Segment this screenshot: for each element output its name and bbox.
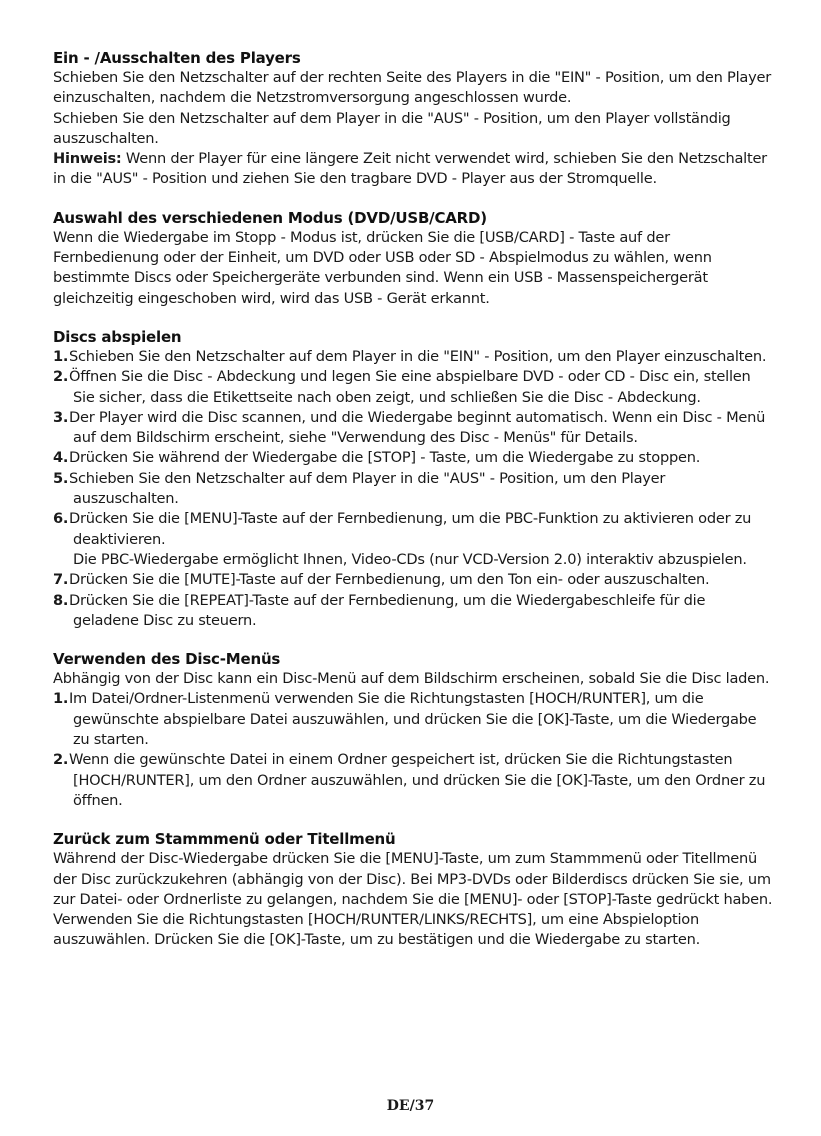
- section-play-discs: [53, 327, 773, 631]
- section-heading: Verwenden des Disc-Menüs: [53, 650, 281, 669]
- step-text: Im Datei/Ordner-Listenmenü verwenden Sie die Richtungstasten [HOCH/RUNTER], um die gewünschte abspielbare Datei auszuwählen, und drücken Sie die [OK]-Taste, um die Wiedergabe zu starten.: [69, 690, 757, 749]
- section-heading: Auswahl des verschiedenen Modus (DVD/USB/CARD): [53, 208, 487, 227]
- step-text: Drücken Sie die [MENU]-Taste auf der Fernbedienung, um die PBC-Funktion zu aktivieren oder zu deaktivieren.: [69, 510, 752, 548]
- section-heading: Discs abspielen: [53, 327, 182, 346]
- step-extra-text: Die PBC-Wiedergabe ermöglicht Ihnen, Video-CDs (nur VCD-Version 2.0) interaktiv abzuspielen.: [73, 550, 747, 568]
- note-label: Hinweis:: [53, 150, 122, 168]
- paragraph: Schieben Sie den Netzschalter auf der rechten Seite des Players in die "EIN" - Position, um den Player einzuschalten, nachdem die Netzstromversorgung angeschlossen wurde.: [53, 69, 771, 107]
- step-text: Schieben Sie den Netzschalter auf dem Player in die "EIN" - Position, um den Player einzuschalten.: [69, 347, 767, 365]
- paragraph: Schieben Sie den Netzschalter auf dem Player in die "AUS" - Position, um den Player vollständig auszuschalten.: [53, 109, 731, 147]
- step-text: Drücken Sie die [REPEAT]-Taste auf der Fernbedienung, um die Wiedergabeschleife für die geladene Disc zu steuern.: [69, 591, 706, 629]
- list-item: [53, 408, 773, 449]
- step-number: 2.: [53, 368, 69, 386]
- step-number: 4.: [53, 449, 69, 467]
- step-text: Drücken Sie während der Wiedergabe die [STOP] - Taste, um die Wiedergabe zu stoppen.: [69, 449, 701, 467]
- paragraph: Während der Disc-Wiedergabe drücken Sie die [MENU]-Taste, um zum Stammmenü oder Titellmenü der Disc zurückzukehren (abhängig von der Disc). Bei MP3-DVDs oder Bilderdiscs drücken Sie sie, um zur Datei- oder Ordnerliste zu gelangen, nachdem Sie die [MENU]- oder [STOP]-Taste gedrückt haben. Verwenden Sie die Richtungstasten [HOCH/RUNTER/LINKS/RECHTS], um eine Abspieloption auszuwählen. Drücken Sie die [OK]-Taste, um zu bestätigen und die Wiedergabe zu starten.: [53, 850, 773, 949]
- section-heading: Zurück zum Stammmenü oder Titellmenü: [53, 830, 396, 849]
- section-mode-select: [53, 208, 773, 309]
- list-item: [53, 689, 773, 750]
- step-text: Öffnen Sie die Disc - Abdeckung und legen Sie eine abspielbare DVD - oder CD - Disc ein, stellen Sie sicher, dass die Etikettseite nach oben zeigt, und schließen Sie die Disc - Abdeckung.: [69, 368, 751, 406]
- step-number: 3.: [53, 408, 69, 426]
- list-item: [53, 448, 773, 468]
- step-text: Der Player wird die Disc scannen, und die Wiedergabe beginnt automatisch. Wenn ein Disc - Menü auf dem Bildschirm erscheint, siehe "Verwendung des Disc - Menüs" für Details.: [69, 408, 766, 447]
- page-number: DE/37: [386, 1098, 435, 1114]
- step-number: 2.: [53, 751, 69, 769]
- step-number: 8.: [53, 591, 69, 609]
- section-heading: Ein - /Ausschalten des Players: [53, 49, 301, 67]
- section-root-menu: [53, 829, 773, 950]
- list-item: [53, 570, 773, 590]
- step-text: Wenn die gewünschte Datei in einem Ordner gespeichert ist, drücken Sie die Richtungstasten [HOCH/RUNTER], um den Ordner auszuwählen, und drücken Sie die [OK]-Taste, um den Ordner zu öffnen.: [69, 751, 766, 809]
- paragraph: Wenn die Wiedergabe im Stopp - Modus ist, drücken Sie die [USB/CARD] - Taste auf der Fernbedienung oder der Einheit, um DVD oder USB oder SD - Abspielmodus zu wählen, wenn bestimmte Discs oder Speichergeräte verbunden sind. Wenn ein USB - Massenspeichergerät gleichzeitig eingeschoben wird, wird das USB - Gerät erkannt.: [53, 228, 712, 307]
- step-text: Schieben Sie den Netzschalter auf dem Player in die "AUS" - Position, um den Player auszuschalten.: [69, 469, 666, 508]
- steps-list: [53, 347, 773, 631]
- note-paragraph: [53, 149, 773, 190]
- step-number: 7.: [53, 571, 69, 589]
- step-number: 6.: [53, 510, 69, 528]
- step-number: 1.: [53, 347, 69, 365]
- section-disc-menu: [53, 649, 773, 811]
- steps-list: [53, 689, 773, 811]
- step-number: 1.: [53, 690, 69, 708]
- list-item: [53, 347, 773, 367]
- list-item: [53, 750, 773, 811]
- step-text: Drücken Sie die [MUTE]-Taste auf der Fernbedienung, um den Ton ein- oder auszuschalten.: [69, 571, 710, 589]
- paragraph: Abhängig von der Disc kann ein Disc-Menü auf dem Bildschirm erscheinen, sobald Sie die Disc laden.: [53, 670, 770, 688]
- manual-page: [53, 48, 773, 969]
- list-item: [53, 367, 773, 408]
- step-number: 5.: [53, 469, 69, 487]
- note-text: Wenn der Player für eine längere Zeit nicht verwendet wird, schieben Sie den Netzschalter in die "AUS" - Position und ziehen Sie den tragbare DVD - Player aus der Stromquelle.: [53, 150, 767, 188]
- list-item: [53, 591, 773, 632]
- list-item: [53, 509, 773, 570]
- section-power: [53, 48, 773, 190]
- list-item: [53, 469, 773, 510]
